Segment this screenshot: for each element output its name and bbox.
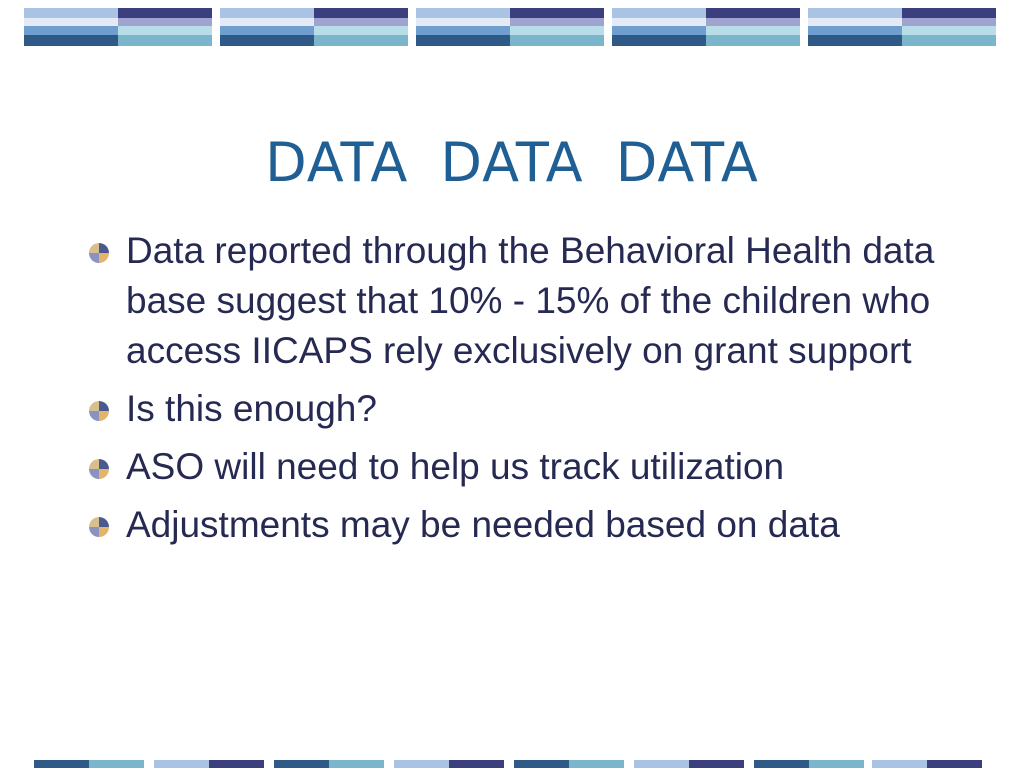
bottom-band-block (872, 760, 982, 768)
bullet-text: Data reported through the Behavioral Health data base suggest that 10% - 15% of the children who access IICAPS rely exclusively on grant support (126, 230, 935, 371)
bullet-text: Adjustments may be needed based on data (126, 504, 840, 545)
bullet-text: ASO will need to help us track utilization (126, 446, 785, 487)
bottom-band-block (154, 760, 264, 768)
list-item (86, 226, 986, 376)
list-item (86, 500, 986, 550)
list-item (86, 384, 986, 434)
quartered-circle-bullet-icon (88, 242, 110, 264)
slide-title: DATA DATA DATA (265, 131, 759, 194)
bottom-band-block (274, 760, 384, 768)
bullet-text: Is this enough? (126, 388, 377, 429)
top-band-block (416, 8, 604, 46)
bottom-band-block (634, 760, 744, 768)
list-item (86, 442, 986, 492)
quartered-circle-bullet-icon (88, 516, 110, 538)
bottom-decorative-band (34, 760, 982, 768)
top-band-block (612, 8, 800, 46)
bottom-band-block (394, 760, 504, 768)
bottom-band-block (34, 760, 144, 768)
bottom-band-block (514, 760, 624, 768)
top-band-block (24, 8, 212, 46)
quartered-circle-bullet-icon (88, 400, 110, 422)
top-band-block (808, 8, 996, 46)
bullet-list (86, 226, 986, 558)
top-decorative-band (24, 8, 998, 46)
bottom-band-block (754, 760, 864, 768)
top-band-block (220, 8, 408, 46)
quartered-circle-bullet-icon (88, 458, 110, 480)
